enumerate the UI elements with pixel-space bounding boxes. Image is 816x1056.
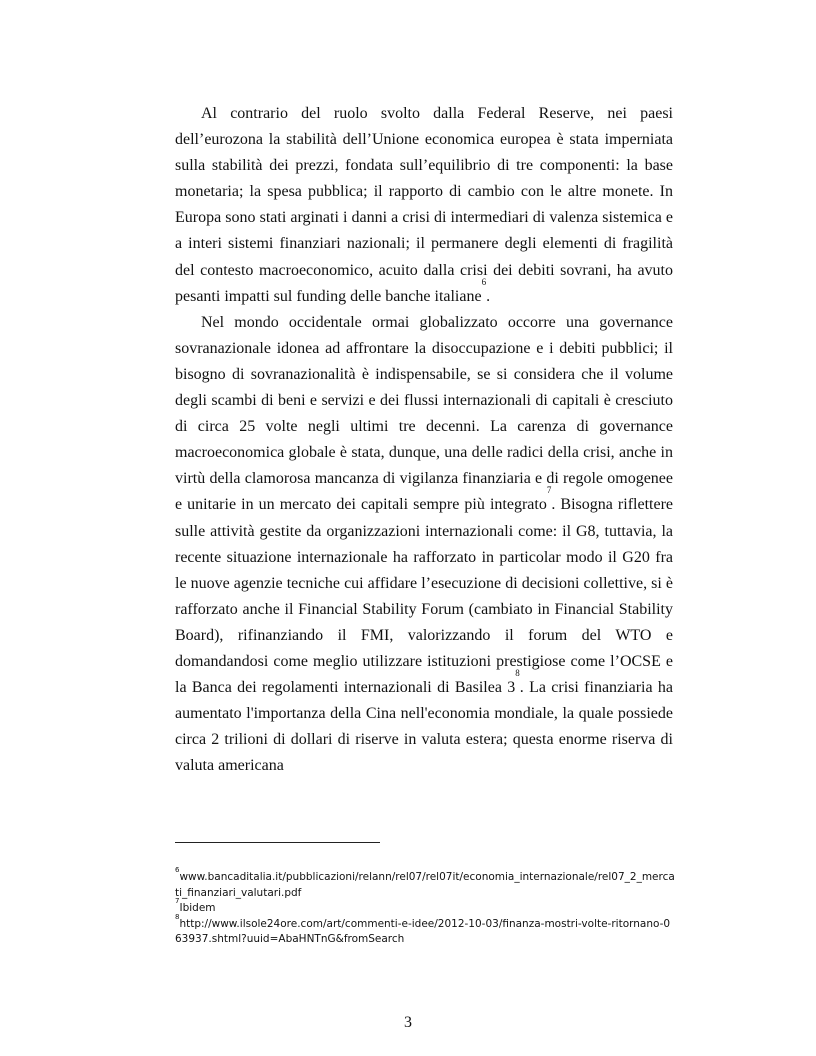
paragraph-1-text: Al contrario del ruolo svolto dalla Federal Reserve, nei paesi dell’eurozona la stabilità dell’Unione economica europea è stata imperniata sulla stabilità dei prezzi, fondata sull’equilibrio di tre componenti: la base monetaria; la spesa pubblica; il rapporto di cambio con le altre monete. In Europa sono stati arginati i danni a crisi di intermediari di valenza sistemica e a interi sistemi finanziari nazionali; il permanere degli elementi di fragilità del contesto macroeconomico, acuito dalla crisi dei debiti sovrani, ha avuto pesanti impatti sul funding delle banche italiane [175, 105, 673, 305]
paragraph-2 [175, 310, 673, 780]
footnote-number: 6 [175, 866, 180, 874]
footnote-8 [175, 912, 675, 948]
paragraph-2-text-c: . La crisi finanziaria ha aumentato l'importanza della Cina nell'economia mondiale, la quale possiede circa 2 trilioni di dollari di riserve in valuta estera; questa enorme riserva di valuta americana [175, 679, 674, 775]
footnote-ref-8[interactable]: 8 [515, 668, 520, 679]
footnote-ref-7[interactable]: 7 [546, 485, 552, 496]
footnote-link[interactable]: www.bancaditalia.it/pubblicazioni/relann/rel07/rel07it/economia_internazionale/rel07_2_mercati_finanziari_valutari.pdf [175, 871, 675, 899]
footnote-number: 7 [175, 897, 180, 905]
footnote-ref-6[interactable]: 6 [481, 276, 487, 287]
footnote-divider [175, 842, 380, 843]
footnote-7 [175, 897, 675, 917]
page-number: 3 [404, 1014, 412, 1031]
body-text [175, 101, 673, 779]
paragraph-1 [175, 101, 673, 310]
paragraph-1-tail: . [486, 287, 491, 305]
footnote-link[interactable]: http://www.ilsole24ore.com/art/commenti-e-idee/2012-10-03/finanza-mostri-volte-ritornano-063937.shtml?uuid=AbaHNTnG&fromSearch [175, 917, 671, 945]
paragraph-2-text-b: . Bisogna riflettere sulle attività gestite da organizzazioni internazionali come: il G8, tuttavia, la recente situazione internazionale ha rafforzato in particolar modo il G20 fra le nuove agenzie tecniche cui affidare l’esecuzione di decisioni collettive, si è rafforzato anche il Financial Stability Forum (cambiato in Financial Stability Board), rifinanziando il FMI, valorizzando il forum del WTO e domandandosi come meglio utilizzare istituzioni prestigiose come l’OCSE e la Banca dei regolamenti internazionali di Basilea 3 [175, 496, 674, 697]
footnote-text: Ibidem [179, 902, 216, 914]
footnote-number: 8 [175, 912, 180, 921]
footnotes [175, 866, 675, 948]
footnote-6 [175, 866, 675, 901]
paragraph-2-text-a: Nel mondo occidentale ormai globalizzato occorre una governance sovranazionale idonea ad affrontare la disoccupazione e i debiti pubblici; il bisogno di sovranazionalità è indispensabile, se si considera che il volume degli scambi di beni e servizi e dei flussi internazionali di capitali è cresciuto di circa 25 volte negli ultimi tre decenni. La carenza di governance macroeconomica globale è stata, dunque, una delle radici della crisi, anche in virtù della clamorosa mancanza di vigilanza finanziaria e di regole omogenee e unitarie in un mercato dei capitali sempre più integrato [175, 313, 673, 514]
